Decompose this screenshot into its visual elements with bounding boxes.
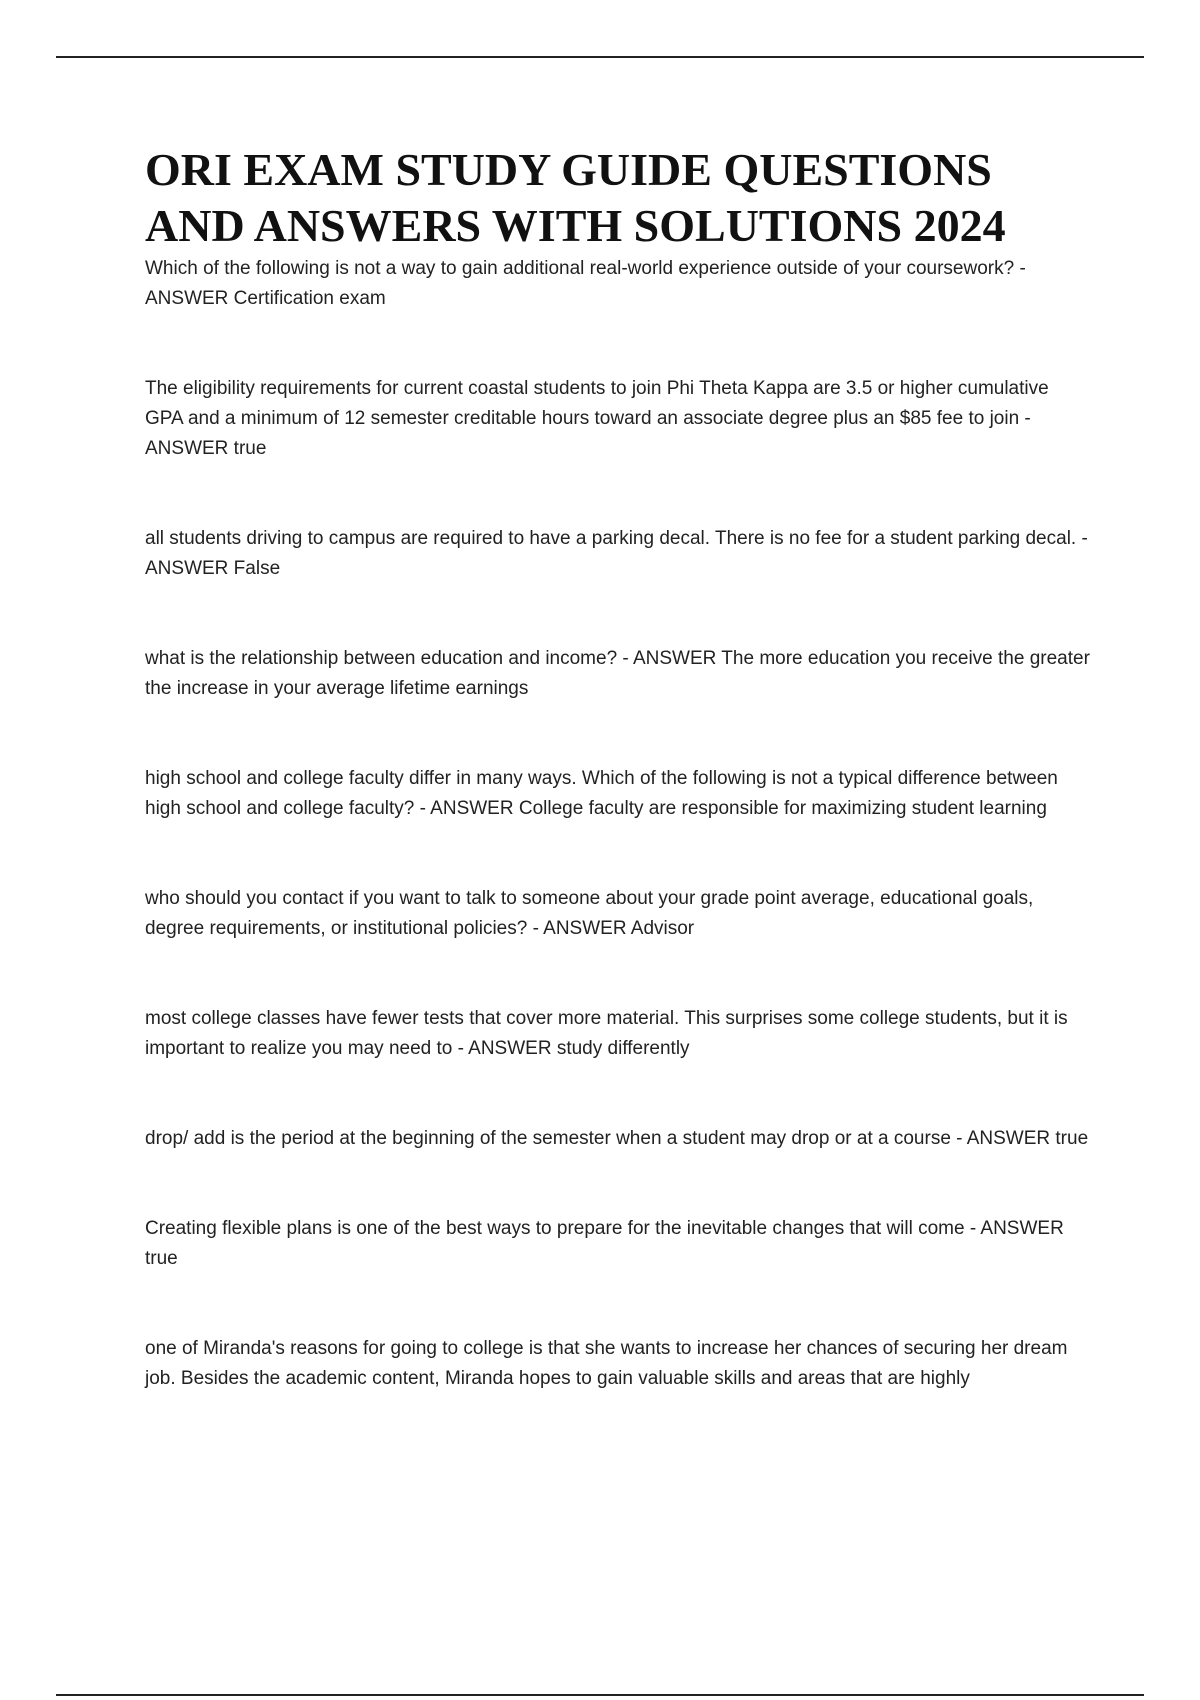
qa-item: who should you contact if you want to talk to someone about your grade point average, educational goals, degree requirements, or institutional policies? - ANSWER Advisor xyxy=(145,888,1034,939)
qa-item: most college classes have fewer tests that cover more material. This surprises some college students, but it is important to realize you may need to - ANSWER study differently xyxy=(145,1008,1068,1059)
qa-item: drop/ add is the period at the beginning of the semester when a student may drop or at a course - ANSWER true xyxy=(145,1128,1089,1149)
document-body xyxy=(145,142,1090,1394)
qa-item: high school and college faculty differ in many ways. Which of the following is not a typical difference between high school and college faculty? - ANSWER College faculty are responsible for maximizing student learning xyxy=(145,768,1058,819)
qa-item: Which of the following is not a way to gain additional real-world experience outside of your coursework? - ANSWER Certification exam xyxy=(145,258,1026,309)
qa-list xyxy=(145,254,1090,1394)
qa-item: all students driving to campus are required to have a parking decal. There is no fee for a student parking decal. - ANSWER False xyxy=(145,528,1088,579)
qa-item: one of Miranda's reasons for going to college is that she wants to increase her chances of securing her dream job. Besides the academic content, Miranda hopes to gain valuable skills and areas that are highly xyxy=(145,1338,1068,1389)
document-title: ORI EXAM STUDY GUIDE QUESTIONS AND ANSWERS WITH SOLUTIONS 2024 xyxy=(145,144,1006,251)
qa-item: what is the relationship between education and income? - ANSWER The more education you receive the greater the increase in your average lifetime earnings xyxy=(145,648,1090,699)
qa-item: The eligibility requirements for current coastal students to join Phi Theta Kappa are 3.5 or higher cumulative GPA and a minimum of 12 semester creditable hours toward an associate degree plus an $85 fee to join - ANSWER true xyxy=(145,378,1049,459)
qa-item: Creating flexible plans is one of the best ways to prepare for the inevitable changes that will come - ANSWER true xyxy=(145,1218,1064,1269)
bottom-rule xyxy=(56,1694,1144,1696)
top-rule xyxy=(56,56,1144,58)
